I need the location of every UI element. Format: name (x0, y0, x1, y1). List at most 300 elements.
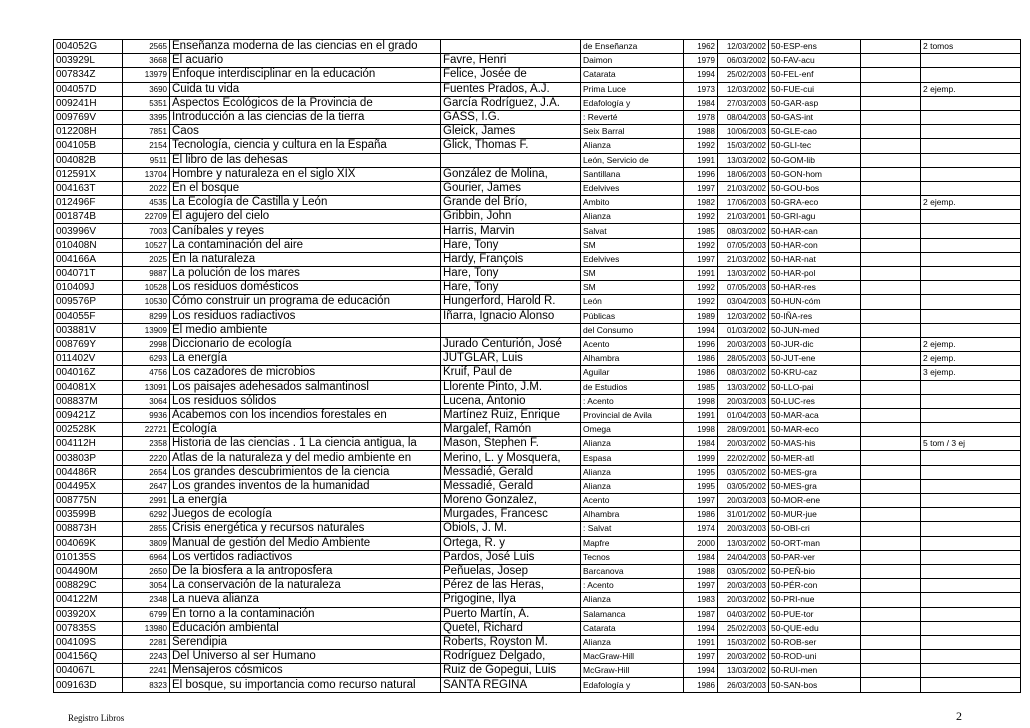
catalog-code-cell: 004156Q (54, 650, 123, 664)
catalog-code-cell: 010409J (54, 281, 123, 295)
publisher-cell: de Enseñanza (581, 40, 684, 54)
table-row (54, 635, 1021, 649)
notes-cell (921, 635, 1021, 649)
author-cell: Ortega, R. y (441, 536, 581, 550)
author-cell: Roberts, Royston M. (441, 635, 581, 649)
blank-cell (861, 196, 921, 210)
year-cell: 1962 (684, 40, 718, 54)
shelf-mark-cell: 50-JUR-dic (769, 337, 861, 351)
blank-cell (861, 437, 921, 451)
entry-date-cell: 28/09/2001 (718, 423, 769, 437)
title-cell: Serendipia (170, 635, 441, 649)
table-row (54, 607, 1021, 621)
table-row (54, 465, 1021, 479)
register-number-cell: 2243 (123, 650, 170, 664)
table-row (54, 40, 1021, 54)
entry-date-cell: 13/03/2002 (718, 380, 769, 394)
entry-date-cell: 08/03/2002 (718, 366, 769, 380)
table-row (54, 564, 1021, 578)
register-number-cell: 2855 (123, 522, 170, 536)
catalog-code-cell: 004122M (54, 593, 123, 607)
year-cell: 1992 (684, 210, 718, 224)
entry-date-cell: 20/03/2003 (718, 522, 769, 536)
entry-date-cell: 18/06/2003 (718, 167, 769, 181)
blank-cell (861, 167, 921, 181)
title-cell: El medio ambiente (170, 323, 441, 337)
table-row (54, 579, 1021, 593)
year-cell: 1988 (684, 564, 718, 578)
blank-cell (861, 394, 921, 408)
author-cell: Hardy, François (441, 252, 581, 266)
author-cell: Mason, Stephen F. (441, 437, 581, 451)
book-register-body (54, 40, 1021, 693)
blank-cell (861, 579, 921, 593)
author-cell: Murgades, Francesc (441, 508, 581, 522)
author-cell: SANTA REGINA (441, 678, 581, 692)
catalog-code-cell: 008829C (54, 579, 123, 593)
notes-cell (921, 309, 1021, 323)
title-cell: La contaminación del aire (170, 238, 441, 252)
blank-cell (861, 593, 921, 607)
entry-date-cell: 13/03/2002 (718, 153, 769, 167)
year-cell: 2000 (684, 536, 718, 550)
register-number-cell: 3395 (123, 110, 170, 124)
table-row (54, 508, 1021, 522)
table-row (54, 267, 1021, 281)
author-cell: JUTGLAR, Luis (441, 352, 581, 366)
register-number-cell: 9511 (123, 153, 170, 167)
author-cell: Hare, Tony (441, 281, 581, 295)
shelf-mark-cell: 50-GAS-int (769, 110, 861, 124)
author-cell: Llorente Pinto, J.M. (441, 380, 581, 394)
notes-cell (921, 536, 1021, 550)
catalog-code-cell: 004163T (54, 181, 123, 195)
notes-cell (921, 508, 1021, 522)
table-row (54, 96, 1021, 110)
catalog-code-cell: 007834Z (54, 68, 123, 82)
shelf-mark-cell: 50-GOU-bos (769, 181, 861, 195)
shelf-mark-cell: 50-PEÑ-bio (769, 564, 861, 578)
title-cell: En torno a la contaminación (170, 607, 441, 621)
notes-cell (921, 451, 1021, 465)
year-cell: 1984 (684, 550, 718, 564)
publisher-cell: Alianza (581, 635, 684, 649)
author-cell: García Rodríguez, J.A. (441, 96, 581, 110)
year-cell: 1997 (684, 579, 718, 593)
catalog-code-cell: 009769V (54, 110, 123, 124)
year-cell: 1983 (684, 593, 718, 607)
table-row (54, 125, 1021, 139)
register-number-cell: 7003 (123, 224, 170, 238)
blank-cell (861, 281, 921, 295)
register-number-cell: 2154 (123, 139, 170, 153)
catalog-code-cell: 007835S (54, 621, 123, 635)
register-number-cell: 13091 (123, 380, 170, 394)
register-number-cell: 2220 (123, 451, 170, 465)
catalog-code-cell: 002528K (54, 423, 123, 437)
shelf-mark-cell: 50-MES-gra (769, 465, 861, 479)
publisher-cell: : Acento (581, 394, 684, 408)
year-cell: 1973 (684, 82, 718, 96)
table-row (54, 366, 1021, 380)
notes-cell (921, 408, 1021, 422)
table-row (54, 110, 1021, 124)
shelf-mark-cell: 50-MAR-eco (769, 423, 861, 437)
author-cell: Obiols, J. M. (441, 522, 581, 536)
shelf-mark-cell: 50-LUC-res (769, 394, 861, 408)
year-cell: 1986 (684, 678, 718, 692)
notes-cell: 5 tom / 3 ej (921, 437, 1021, 451)
notes-cell (921, 664, 1021, 678)
year-cell: 1996 (684, 167, 718, 181)
catalog-code-cell: 004052G (54, 40, 123, 54)
shelf-mark-cell: 50-HAR-nat (769, 252, 861, 266)
notes-cell (921, 621, 1021, 635)
author-cell: Grande del Brío, (441, 196, 581, 210)
entry-date-cell: 08/04/2003 (718, 110, 769, 124)
footer-page-number: 2 (956, 709, 962, 723)
blank-cell (861, 366, 921, 380)
blank-cell (861, 508, 921, 522)
notes-cell (921, 678, 1021, 692)
title-cell: Educación ambiental (170, 621, 441, 635)
table-row (54, 139, 1021, 153)
entry-date-cell: 25/02/2003 (718, 68, 769, 82)
shelf-mark-cell: 50-ORT-man (769, 536, 861, 550)
table-row (54, 82, 1021, 96)
publisher-cell: Alianza (581, 437, 684, 451)
blank-cell (861, 337, 921, 351)
title-cell: Introducción a las ciencias de la tierra (170, 110, 441, 124)
blank-cell (861, 139, 921, 153)
title-cell: En el bosque (170, 181, 441, 195)
register-number-cell: 4756 (123, 366, 170, 380)
catalog-code-cell: 004082B (54, 153, 123, 167)
title-cell: La energía (170, 494, 441, 508)
catalog-code-cell: 009163D (54, 678, 123, 692)
catalog-code-cell: 004071T (54, 267, 123, 281)
table-row (54, 394, 1021, 408)
register-number-cell: 8323 (123, 678, 170, 692)
table-row (54, 437, 1021, 451)
shelf-mark-cell: 50-QUE-edu (769, 621, 861, 635)
entry-date-cell: 21/03/2001 (718, 210, 769, 224)
entry-date-cell: 03/05/2002 (718, 564, 769, 578)
shelf-mark-cell: 50-GLE-cao (769, 125, 861, 139)
notes-cell (921, 54, 1021, 68)
shelf-mark-cell: 50-GON-hom (769, 167, 861, 181)
author-cell: Iñarra, Ignacio Alonso (441, 309, 581, 323)
publisher-cell: Barcanova (581, 564, 684, 578)
year-cell: 1979 (684, 54, 718, 68)
shelf-mark-cell: 50-FAV-acu (769, 54, 861, 68)
notes-cell (921, 465, 1021, 479)
entry-date-cell: 06/03/2002 (718, 54, 769, 68)
shelf-mark-cell: 50-GAR-asp (769, 96, 861, 110)
notes-cell (921, 125, 1021, 139)
entry-date-cell: 15/03/2002 (718, 139, 769, 153)
catalog-code-cell: 012496F (54, 196, 123, 210)
catalog-code-cell: 010408N (54, 238, 123, 252)
year-cell: 1982 (684, 196, 718, 210)
author-cell: Pardos, José Luis (441, 550, 581, 564)
shelf-mark-cell: 50-HAR-con (769, 238, 861, 252)
notes-cell (921, 494, 1021, 508)
notes-cell (921, 550, 1021, 564)
register-number-cell: 10530 (123, 295, 170, 309)
title-cell: Cómo construir un programa de educación (170, 295, 441, 309)
publisher-cell: Aguilar (581, 366, 684, 380)
title-cell: La polución de los mares (170, 267, 441, 281)
table-row (54, 167, 1021, 181)
notes-cell: 2 ejemp. (921, 337, 1021, 351)
catalog-code-cell: 010135S (54, 550, 123, 564)
year-cell: 1986 (684, 366, 718, 380)
notes-cell (921, 579, 1021, 593)
author-cell: Fuentes Prados, A.J. (441, 82, 581, 96)
author-cell: Harris, Marvin (441, 224, 581, 238)
catalog-code-cell: 004112H (54, 437, 123, 451)
table-row (54, 281, 1021, 295)
year-cell: 1974 (684, 522, 718, 536)
year-cell: 1992 (684, 139, 718, 153)
publisher-cell: Alianza (581, 465, 684, 479)
shelf-mark-cell: 50-FUE-cui (769, 82, 861, 96)
publisher-cell: Prima Luce (581, 82, 684, 96)
notes-cell (921, 68, 1021, 82)
notes-cell (921, 323, 1021, 337)
title-cell: Los grandes descubrimientos de la ciencia (170, 465, 441, 479)
shelf-mark-cell: 50-MUR-jue (769, 508, 861, 522)
author-cell: Lucena, Antonio (441, 394, 581, 408)
publisher-cell: Edelvives (581, 181, 684, 195)
year-cell: 1994 (684, 68, 718, 82)
table-row (54, 323, 1021, 337)
catalog-code-cell: 004055F (54, 309, 123, 323)
publisher-cell: Daimon (581, 54, 684, 68)
catalog-code-cell: 004016Z (54, 366, 123, 380)
register-number-cell: 8299 (123, 309, 170, 323)
entry-date-cell: 28/05/2003 (718, 352, 769, 366)
year-cell: 1996 (684, 337, 718, 351)
register-number-cell: 2241 (123, 664, 170, 678)
entry-date-cell: 21/03/2002 (718, 181, 769, 195)
publisher-cell: Catarata (581, 621, 684, 635)
author-cell: GASS, I.G. (441, 110, 581, 124)
title-cell: Historia de las ciencias . 1 La ciencia antigua, la (170, 437, 441, 451)
table-row (54, 536, 1021, 550)
table-row (54, 550, 1021, 564)
register-number-cell: 13909 (123, 323, 170, 337)
author-cell: Kruif, Paul de (441, 366, 581, 380)
register-number-cell: 9936 (123, 408, 170, 422)
blank-cell (861, 238, 921, 252)
entry-date-cell: 25/02/2003 (718, 621, 769, 635)
table-row (54, 678, 1021, 692)
title-cell: Los residuos radiactivos (170, 309, 441, 323)
shelf-mark-cell: 50-HAR-pol (769, 267, 861, 281)
year-cell: 1994 (684, 664, 718, 678)
table-row (54, 621, 1021, 635)
catalog-code-cell: 004067L (54, 664, 123, 678)
shelf-mark-cell: 50-MER-atl (769, 451, 861, 465)
blank-cell (861, 678, 921, 692)
notes-cell (921, 210, 1021, 224)
title-cell: La conservación de la naturaleza (170, 579, 441, 593)
table-row (54, 337, 1021, 351)
entry-date-cell: 20/03/2003 (718, 579, 769, 593)
author-cell: Puerto Martín, A. (441, 607, 581, 621)
catalog-code-cell: 009421Z (54, 408, 123, 422)
entry-date-cell: 20/03/2002 (718, 650, 769, 664)
blank-cell (861, 635, 921, 649)
year-cell: 1997 (684, 494, 718, 508)
catalog-code-cell: 004166A (54, 252, 123, 266)
title-cell: Los paisajes adehesados salmantinosl (170, 380, 441, 394)
register-number-cell: 13980 (123, 621, 170, 635)
publisher-cell: Alhambra (581, 352, 684, 366)
year-cell: 1987 (684, 607, 718, 621)
entry-date-cell: 03/05/2002 (718, 479, 769, 493)
publisher-cell: Omega (581, 423, 684, 437)
catalog-code-cell: 004081X (54, 380, 123, 394)
title-cell: Ecología (170, 423, 441, 437)
title-cell: Caníbales y reyes (170, 224, 441, 238)
author-cell: Rodríguez Delgado, (441, 650, 581, 664)
author-cell: Gourier, James (441, 181, 581, 195)
blank-cell (861, 40, 921, 54)
title-cell: El agujero del cielo (170, 210, 441, 224)
register-number-cell: 3054 (123, 579, 170, 593)
register-number-cell: 10528 (123, 281, 170, 295)
register-number-cell: 2998 (123, 337, 170, 351)
year-cell: 1986 (684, 508, 718, 522)
catalog-code-cell: 004105B (54, 139, 123, 153)
shelf-mark-cell: 50-OBI-cri (769, 522, 861, 536)
blank-cell (861, 536, 921, 550)
footer-document-title: Registro Libros (68, 713, 125, 723)
entry-date-cell: 07/05/2003 (718, 238, 769, 252)
year-cell: 1984 (684, 437, 718, 451)
register-number-cell: 2348 (123, 593, 170, 607)
entry-date-cell: 10/06/2003 (718, 125, 769, 139)
title-cell: El bosque, su importancia como recurso natural (170, 678, 441, 692)
notes-cell (921, 96, 1021, 110)
year-cell: 1986 (684, 352, 718, 366)
publisher-cell: : Salvat (581, 522, 684, 536)
notes-cell: 2 ejemp. (921, 352, 1021, 366)
publisher-cell: Acento (581, 494, 684, 508)
title-cell: Manual de gestión del Medio Ambiente (170, 536, 441, 550)
publisher-cell: Alianza (581, 479, 684, 493)
table-row (54, 196, 1021, 210)
title-cell: Aspectos Ecológicos de la Provincia de (170, 96, 441, 110)
entry-date-cell: 20/03/2003 (718, 337, 769, 351)
catalog-code-cell: 001874B (54, 210, 123, 224)
notes-cell (921, 564, 1021, 578)
title-cell: El acuario (170, 54, 441, 68)
year-cell: 1997 (684, 181, 718, 195)
shelf-mark-cell: 50-ROB-ser (769, 635, 861, 649)
author-cell: Messadié, Gerald (441, 479, 581, 493)
notes-cell (921, 593, 1021, 607)
table-row (54, 309, 1021, 323)
register-number-cell: 6799 (123, 607, 170, 621)
entry-date-cell: 13/03/2002 (718, 267, 769, 281)
publisher-cell: Salvat (581, 224, 684, 238)
notes-cell: 2 ejemp. (921, 196, 1021, 210)
entry-date-cell: 20/03/2003 (718, 394, 769, 408)
author-cell: Favre, Henri (441, 54, 581, 68)
register-number-cell: 9887 (123, 267, 170, 281)
shelf-mark-cell: 50-HUN-cóm (769, 295, 861, 309)
year-cell: 1988 (684, 125, 718, 139)
publisher-cell: MacGraw-Hill (581, 650, 684, 664)
entry-date-cell: 24/04/2003 (718, 550, 769, 564)
shelf-mark-cell: 50-LLO-pai (769, 380, 861, 394)
notes-cell (921, 607, 1021, 621)
author-cell: Glick, Thomas F. (441, 139, 581, 153)
title-cell: Los grandes inventos de la humanidad (170, 479, 441, 493)
publisher-cell: León, Servicio de (581, 153, 684, 167)
blank-cell (861, 479, 921, 493)
author-cell: Felice, Josée de (441, 68, 581, 82)
blank-cell (861, 650, 921, 664)
catalog-code-cell: 003996V (54, 224, 123, 238)
title-cell: El libro de las dehesas (170, 153, 441, 167)
title-cell: Hombre y naturaleza en el siglo XIX (170, 167, 441, 181)
title-cell: La energía (170, 352, 441, 366)
author-cell: Jurado Centurión, José (441, 337, 581, 351)
publisher-cell: Alianza (581, 139, 684, 153)
title-cell: Los cazadores de microbios (170, 366, 441, 380)
shelf-mark-cell: 50-FEL-enf (769, 68, 861, 82)
year-cell: 1992 (684, 238, 718, 252)
title-cell: Los residuos domésticos (170, 281, 441, 295)
register-number-cell: 2025 (123, 252, 170, 266)
author-cell: Margalef, Ramón (441, 423, 581, 437)
author-cell (441, 40, 581, 54)
register-number-cell: 10527 (123, 238, 170, 252)
author-cell: Hare, Tony (441, 238, 581, 252)
table-row (54, 153, 1021, 167)
table-row (54, 479, 1021, 493)
entry-date-cell: 31/01/2002 (718, 508, 769, 522)
table-row (54, 224, 1021, 238)
entry-date-cell: 13/03/2002 (718, 664, 769, 678)
register-number-cell: 6292 (123, 508, 170, 522)
blank-cell (861, 210, 921, 224)
title-cell: Crisis energética y recursos naturales (170, 522, 441, 536)
blank-cell (861, 309, 921, 323)
shelf-mark-cell: 50-JUN-med (769, 323, 861, 337)
notes-cell (921, 267, 1021, 281)
register-number-cell: 2281 (123, 635, 170, 649)
title-cell: Del Universo al ser Humano (170, 650, 441, 664)
blank-cell (861, 323, 921, 337)
publisher-cell: SM (581, 267, 684, 281)
table-row (54, 522, 1021, 536)
publisher-cell: Edafología y (581, 96, 684, 110)
notes-cell (921, 650, 1021, 664)
table-row (54, 593, 1021, 607)
catalog-code-cell: 004109S (54, 635, 123, 649)
year-cell: 1985 (684, 224, 718, 238)
year-cell: 1992 (684, 295, 718, 309)
year-cell: 1994 (684, 621, 718, 635)
blank-cell (861, 664, 921, 678)
publisher-cell: Alianza (581, 593, 684, 607)
